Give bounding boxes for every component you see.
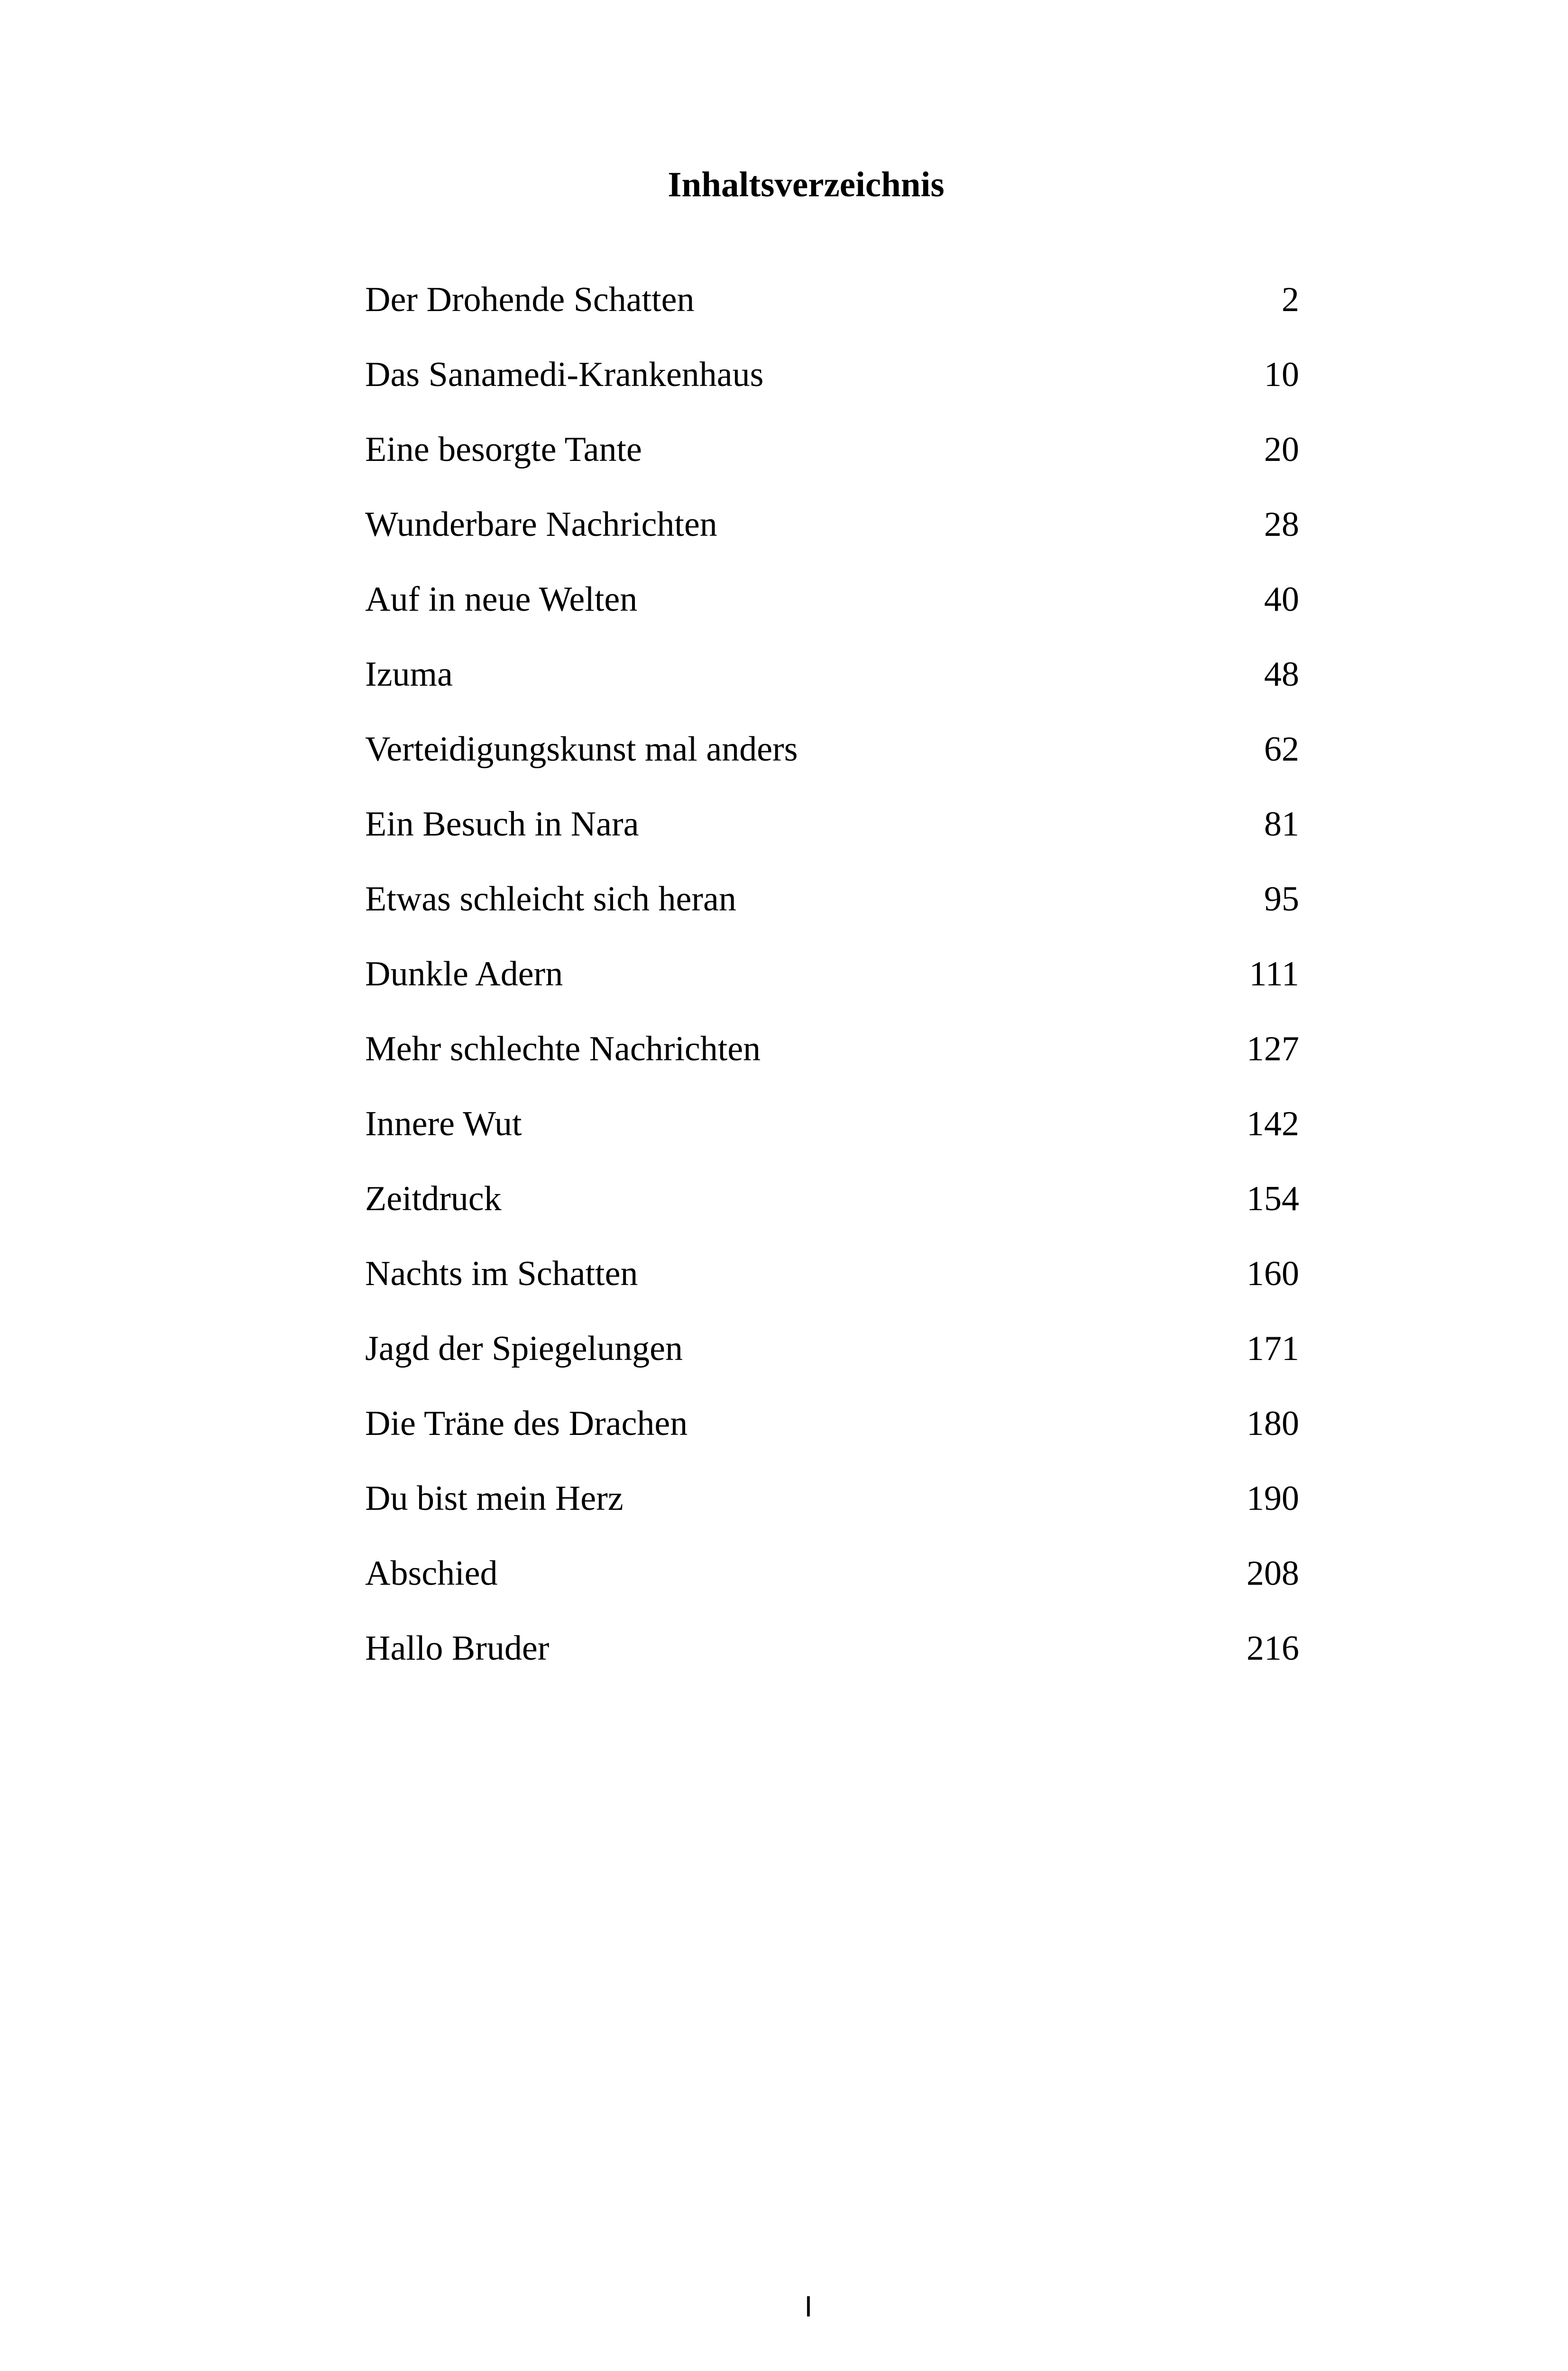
chapter-page: 160 — [1247, 1254, 1299, 1293]
toc-entry — [365, 562, 1299, 637]
chapter-title: Ein Besuch in Nara — [365, 805, 639, 844]
chapter-title: Nachts im Schatten — [365, 1254, 638, 1293]
toc-entry — [365, 1161, 1299, 1236]
chapter-page: 10 — [1264, 355, 1299, 394]
toc-heading: Inhaltsverzeichnis — [668, 165, 944, 204]
chapter-title: Jagd der Spiegelungen — [365, 1329, 683, 1368]
toc-entry — [365, 1311, 1299, 1386]
toc-entry — [365, 337, 1299, 412]
toc-entry — [365, 412, 1299, 487]
chapter-title: Verteidigungskunst mal anders — [365, 730, 798, 769]
chapter-title: Etwas schleicht sich heran — [365, 880, 736, 919]
chapter-page: 180 — [1247, 1404, 1299, 1443]
chapter-page: 216 — [1247, 1629, 1299, 1668]
chapter-page: 81 — [1264, 805, 1299, 844]
toc-entry — [365, 787, 1299, 862]
chapter-page: 62 — [1264, 730, 1299, 769]
toc-entry — [365, 1236, 1299, 1311]
chapter-title: Zeitdruck — [365, 1179, 502, 1218]
chapter-page: 142 — [1247, 1104, 1299, 1143]
toc-entry — [365, 1611, 1299, 1686]
chapter-title: Wunderbare Nachrichten — [365, 505, 717, 544]
chapter-title: Du bist mein Herz — [365, 1479, 624, 1518]
chapter-page: 48 — [1264, 655, 1299, 694]
toc-entry — [365, 487, 1299, 562]
toc-entry — [365, 1086, 1299, 1161]
chapter-title: Die Träne des Drachen — [365, 1404, 688, 1443]
chapter-page: 40 — [1264, 580, 1299, 619]
chapter-page: 28 — [1264, 505, 1299, 544]
chapter-page: 2 — [1282, 280, 1299, 319]
chapter-page: 154 — [1247, 1179, 1299, 1218]
toc-entry — [365, 937, 1299, 1011]
chapter-title: Mehr schlechte Nachrichten — [365, 1029, 761, 1068]
chapter-title: Abschied — [365, 1554, 498, 1593]
chapter-title: Auf in neue Welten — [365, 580, 638, 619]
toc-entry — [365, 1386, 1299, 1461]
chapter-title: Das Sanamedi-Krankenhaus — [365, 355, 764, 394]
chapter-page: 208 — [1247, 1554, 1299, 1593]
toc-entry — [365, 1011, 1299, 1086]
page-number: I — [804, 2290, 813, 2323]
toc-entry — [365, 862, 1299, 937]
chapter-title: Innere Wut — [365, 1104, 522, 1143]
chapter-title: Dunkle Adern — [365, 955, 563, 993]
chapter-title: Izuma — [365, 655, 453, 694]
chapter-page: 171 — [1247, 1329, 1299, 1368]
chapter-page: 20 — [1264, 430, 1299, 469]
chapter-title: Der Drohende Schatten — [365, 280, 695, 319]
toc-list — [365, 262, 1299, 1686]
chapter-page: 95 — [1264, 880, 1299, 919]
toc-entry — [365, 262, 1299, 337]
chapter-page: 111 — [1249, 955, 1299, 993]
toc-entry — [365, 637, 1299, 712]
chapter-title: Hallo Bruder — [365, 1629, 550, 1668]
chapter-page: 190 — [1247, 1479, 1299, 1518]
toc-entry — [365, 1461, 1299, 1536]
chapter-page: 127 — [1247, 1029, 1299, 1068]
toc-entry — [365, 1536, 1299, 1611]
toc-entry — [365, 712, 1299, 787]
chapter-title: Eine besorgte Tante — [365, 430, 642, 469]
